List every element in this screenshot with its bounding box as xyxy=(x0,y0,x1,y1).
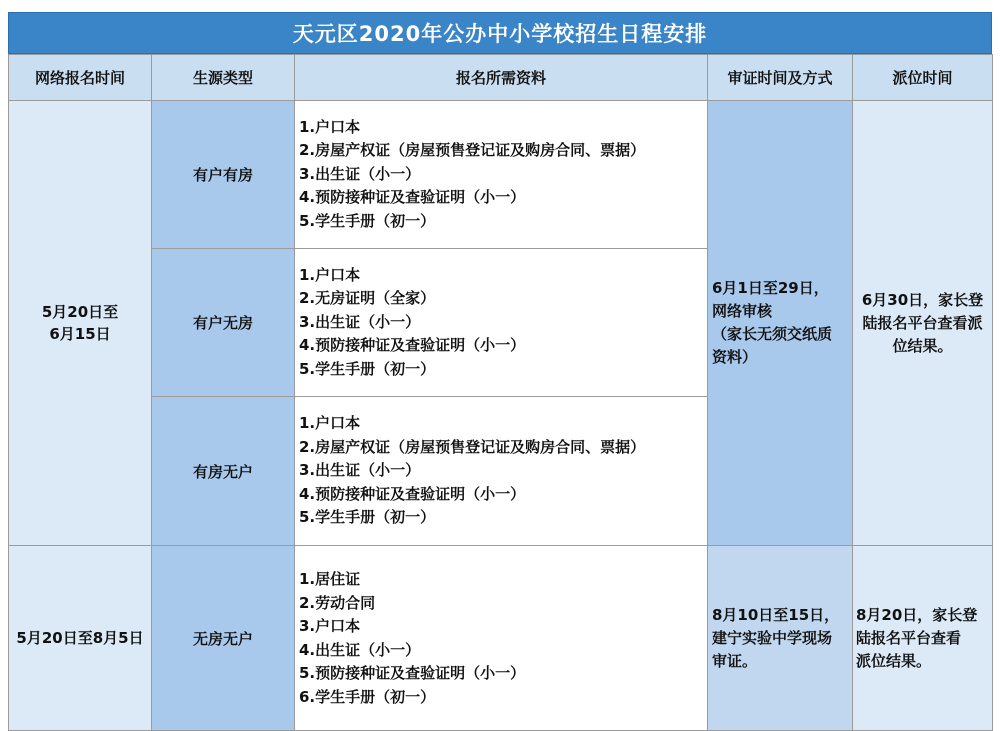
verification-line: 8月10日至15日， xyxy=(712,605,840,624)
document-item: 3.出生证（小一） xyxy=(299,312,421,331)
document-item: 2.无房证明（全家） xyxy=(299,289,436,308)
document-item: 2.劳动合同 xyxy=(299,593,376,612)
document-item: 4.预防接种证及查验证明（小一） xyxy=(299,484,526,503)
student-type-cell: 有户有房 xyxy=(152,101,295,249)
document-item: 1.居住证 xyxy=(299,570,361,588)
documents-cell xyxy=(295,397,708,546)
document-item: 3.出生证（小一） xyxy=(299,164,421,183)
documents-cell xyxy=(295,546,708,731)
dispatch-line: 派位结果。 xyxy=(856,651,932,670)
verification-line: 资料） xyxy=(712,348,758,366)
header-required-documents: 报名所需资料 xyxy=(295,55,708,101)
document-item: 2.房屋产权证（房屋预售登记证及购房合同、票据） xyxy=(299,141,646,160)
registration-time-cell: 5月20日至8月5日 xyxy=(9,546,152,731)
student-type-cell: 有房无户 xyxy=(152,397,295,546)
header-row xyxy=(9,55,993,101)
verification-line: （家长无须交纸质 xyxy=(712,325,833,343)
dispatch-line: 位结果。 xyxy=(892,336,953,355)
verification-line: 建宁实验中学现场 xyxy=(712,628,833,647)
verification-cell xyxy=(708,546,853,731)
document-item: 5.预防接种证及查验证明（小一） xyxy=(299,664,526,682)
dispatch-line: 陆报名平台查看 xyxy=(856,628,962,647)
document-item: 4.预防接种证及查验证明（小一） xyxy=(299,188,526,207)
registration-time-line: 5月20日至 xyxy=(41,303,119,321)
header-registration-time: 网络报名时间 xyxy=(9,55,152,101)
document-item: 3.出生证（小一） xyxy=(299,461,421,480)
verification-line: 网络审核 xyxy=(712,302,773,320)
document-item: 6.学生手册（初一） xyxy=(299,687,436,706)
document-item: 4.预防接种证及查验证明（小一） xyxy=(299,336,526,355)
page-title: 天元区2020年公办中小学校招生日程安排 xyxy=(8,12,992,54)
verification-line: 审证。 xyxy=(712,651,758,670)
verification-cell xyxy=(708,101,853,546)
documents-cell xyxy=(295,249,708,397)
header-student-type: 生源类型 xyxy=(152,55,295,101)
schedule-table xyxy=(8,54,993,731)
header-verification: 审证时间及方式 xyxy=(708,55,853,101)
dispatch-line: 6月30日，家长登 xyxy=(861,290,984,309)
document-item: 2.房屋产权证（房屋预售登记证及购房合同、票据） xyxy=(299,437,646,456)
table-row xyxy=(9,546,993,731)
document-item: 5.学生手册（初一） xyxy=(299,359,436,378)
registration-time-line: 6月15日 xyxy=(49,325,111,343)
dispatch-cell xyxy=(853,546,993,731)
document-item: 5.学生手册（初一） xyxy=(299,508,436,527)
registration-time-cell xyxy=(9,101,152,546)
student-type-cell: 无房无户 xyxy=(152,546,295,731)
document-item: 4.出生证（小一） xyxy=(299,640,421,659)
dispatch-cell xyxy=(853,101,993,546)
document-item: 5.学生手册（初一） xyxy=(299,211,436,230)
table-row xyxy=(9,101,993,249)
schedule-table-frame xyxy=(8,12,992,712)
documents-cell xyxy=(295,101,708,249)
document-item: 1.户口本 xyxy=(299,414,361,433)
document-item: 3.户口本 xyxy=(299,617,361,635)
header-dispatch-time: 派位时间 xyxy=(853,55,993,101)
dispatch-line: 8月20日，家长登 xyxy=(856,605,978,624)
document-item: 1.户口本 xyxy=(299,117,361,136)
verification-line: 6月1日至29日， xyxy=(712,279,829,297)
dispatch-line: 陆报名平台查看派 xyxy=(862,313,983,332)
student-type-cell: 有户无房 xyxy=(152,249,295,397)
document-item: 1.户口本 xyxy=(299,265,361,284)
